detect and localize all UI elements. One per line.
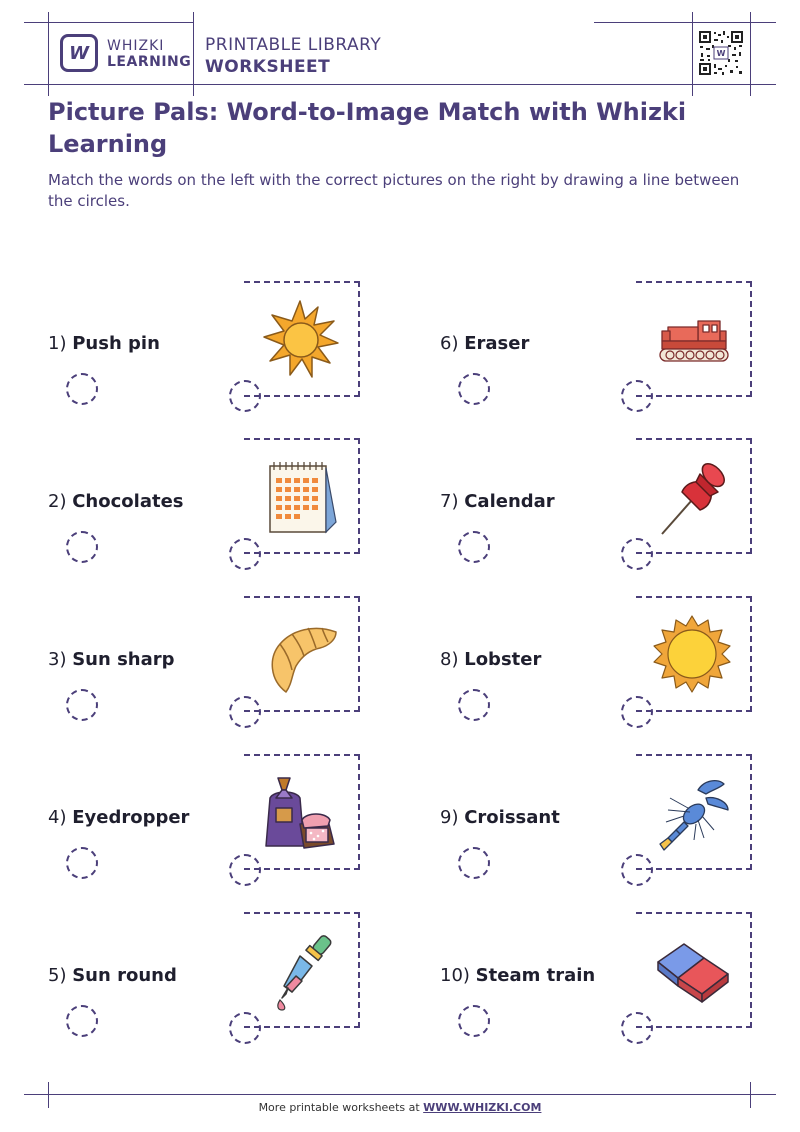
word-label: Sun round (72, 965, 177, 986)
push-pin-icon (648, 452, 736, 540)
word-circle-8[interactable] (458, 689, 490, 721)
picture-circle-5[interactable] (229, 1012, 261, 1044)
word-circle-9[interactable] (458, 847, 490, 879)
word-label: Eraser (464, 333, 530, 354)
picture-circle-10[interactable] (621, 1012, 653, 1044)
word-item-6: 6) Eraser (440, 333, 530, 354)
word-circle-6[interactable] (458, 373, 490, 405)
word-item-4: 4) Eyedropper (48, 807, 190, 828)
word-item-8: 8) Lobster (440, 649, 542, 670)
word-circle-1[interactable] (66, 373, 98, 405)
word-item-5: 5) Sun round (48, 965, 177, 986)
page-title: Picture Pals: Word-to-Image Match with Whizki Learning (48, 98, 687, 158)
eraser-icon (648, 926, 736, 1014)
header-divider-far-right (750, 12, 751, 96)
word-circle-3[interactable] (66, 689, 98, 721)
header-top-line (24, 22, 194, 23)
word-label: Steam train (475, 965, 596, 986)
footer-text: More printable worksheets at (258, 1101, 420, 1114)
picture-box-6 (636, 281, 752, 397)
picture-circle-3[interactable] (229, 696, 261, 728)
lobster-icon (648, 768, 736, 856)
header-divider-mid (193, 12, 194, 96)
word-item-10: 10) Steam train (440, 965, 596, 986)
word-circle-5[interactable] (66, 1005, 98, 1037)
word-label: Croissant (464, 807, 560, 828)
brand-name (107, 38, 191, 70)
word-circle-2[interactable] (66, 531, 98, 563)
picture-circle-6[interactable] (621, 380, 653, 412)
logo-letter: W (69, 42, 89, 64)
picture-circle-4[interactable] (229, 854, 261, 886)
steam-train-icon (648, 295, 736, 383)
word-circle-4[interactable] (66, 847, 98, 879)
picture-box-10 (636, 912, 752, 1028)
header-divider-right (692, 12, 693, 96)
word-label: Chocolates (72, 491, 184, 512)
picture-circle-7[interactable] (621, 538, 653, 570)
brand-line-2: LEARNING (107, 54, 192, 70)
picture-circle-9[interactable] (621, 854, 653, 886)
word-circle-7[interactable] (458, 531, 490, 563)
word-item-2: 2) Chocolates (48, 491, 184, 512)
picture-box-5 (244, 912, 360, 1028)
word-label: Lobster (464, 649, 542, 670)
footer (0, 1101, 800, 1114)
svg-text:W: W (716, 49, 726, 58)
picture-box-1 (244, 281, 360, 397)
sun-round-icon (648, 610, 736, 698)
picture-box-4 (244, 754, 360, 870)
picture-circle-1[interactable] (229, 380, 261, 412)
footer-line (24, 1094, 776, 1095)
picture-circle-8[interactable] (621, 696, 653, 728)
word-label: Eyedropper (72, 807, 190, 828)
word-circle-10[interactable] (458, 1005, 490, 1037)
library-line-1: PRINTABLE LIBRARY (205, 35, 382, 55)
library-heading (205, 34, 381, 78)
word-item-7: 7) Calendar (440, 491, 555, 512)
picture-box-9 (636, 754, 752, 870)
calendar-icon (256, 452, 344, 540)
word-item-9: 9) Croissant (440, 807, 560, 828)
word-item-3: 3) Sun sharp (48, 649, 175, 670)
instructions: Match the words on the left with the correct pictures on the right by drawing a line between the circles. (48, 171, 740, 210)
picture-box-2 (244, 438, 360, 554)
brand-line-1: WHIZKI (107, 38, 165, 54)
footer-link[interactable]: WWW.WHIZKI.COM (423, 1101, 542, 1114)
whizki-logo (60, 34, 98, 72)
header-divider-left (48, 12, 49, 96)
header-bottom-line (24, 84, 776, 85)
sun-sharp-icon (256, 295, 344, 383)
word-label: Sun sharp (72, 649, 175, 670)
chocolates-icon (256, 768, 344, 856)
qr-code-icon (698, 30, 744, 76)
croissant-icon (256, 610, 344, 698)
word-item-1: 1) Push pin (48, 333, 160, 354)
picture-box-7 (636, 438, 752, 554)
word-label: Calendar (464, 491, 555, 512)
picture-box-3 (244, 596, 360, 712)
word-label: Push pin (72, 333, 160, 354)
library-line-2: WORKSHEET (205, 57, 331, 77)
picture-box-8 (636, 596, 752, 712)
header-top-line-right (594, 22, 776, 23)
picture-circle-2[interactable] (229, 538, 261, 570)
eyedropper-icon (256, 926, 344, 1014)
